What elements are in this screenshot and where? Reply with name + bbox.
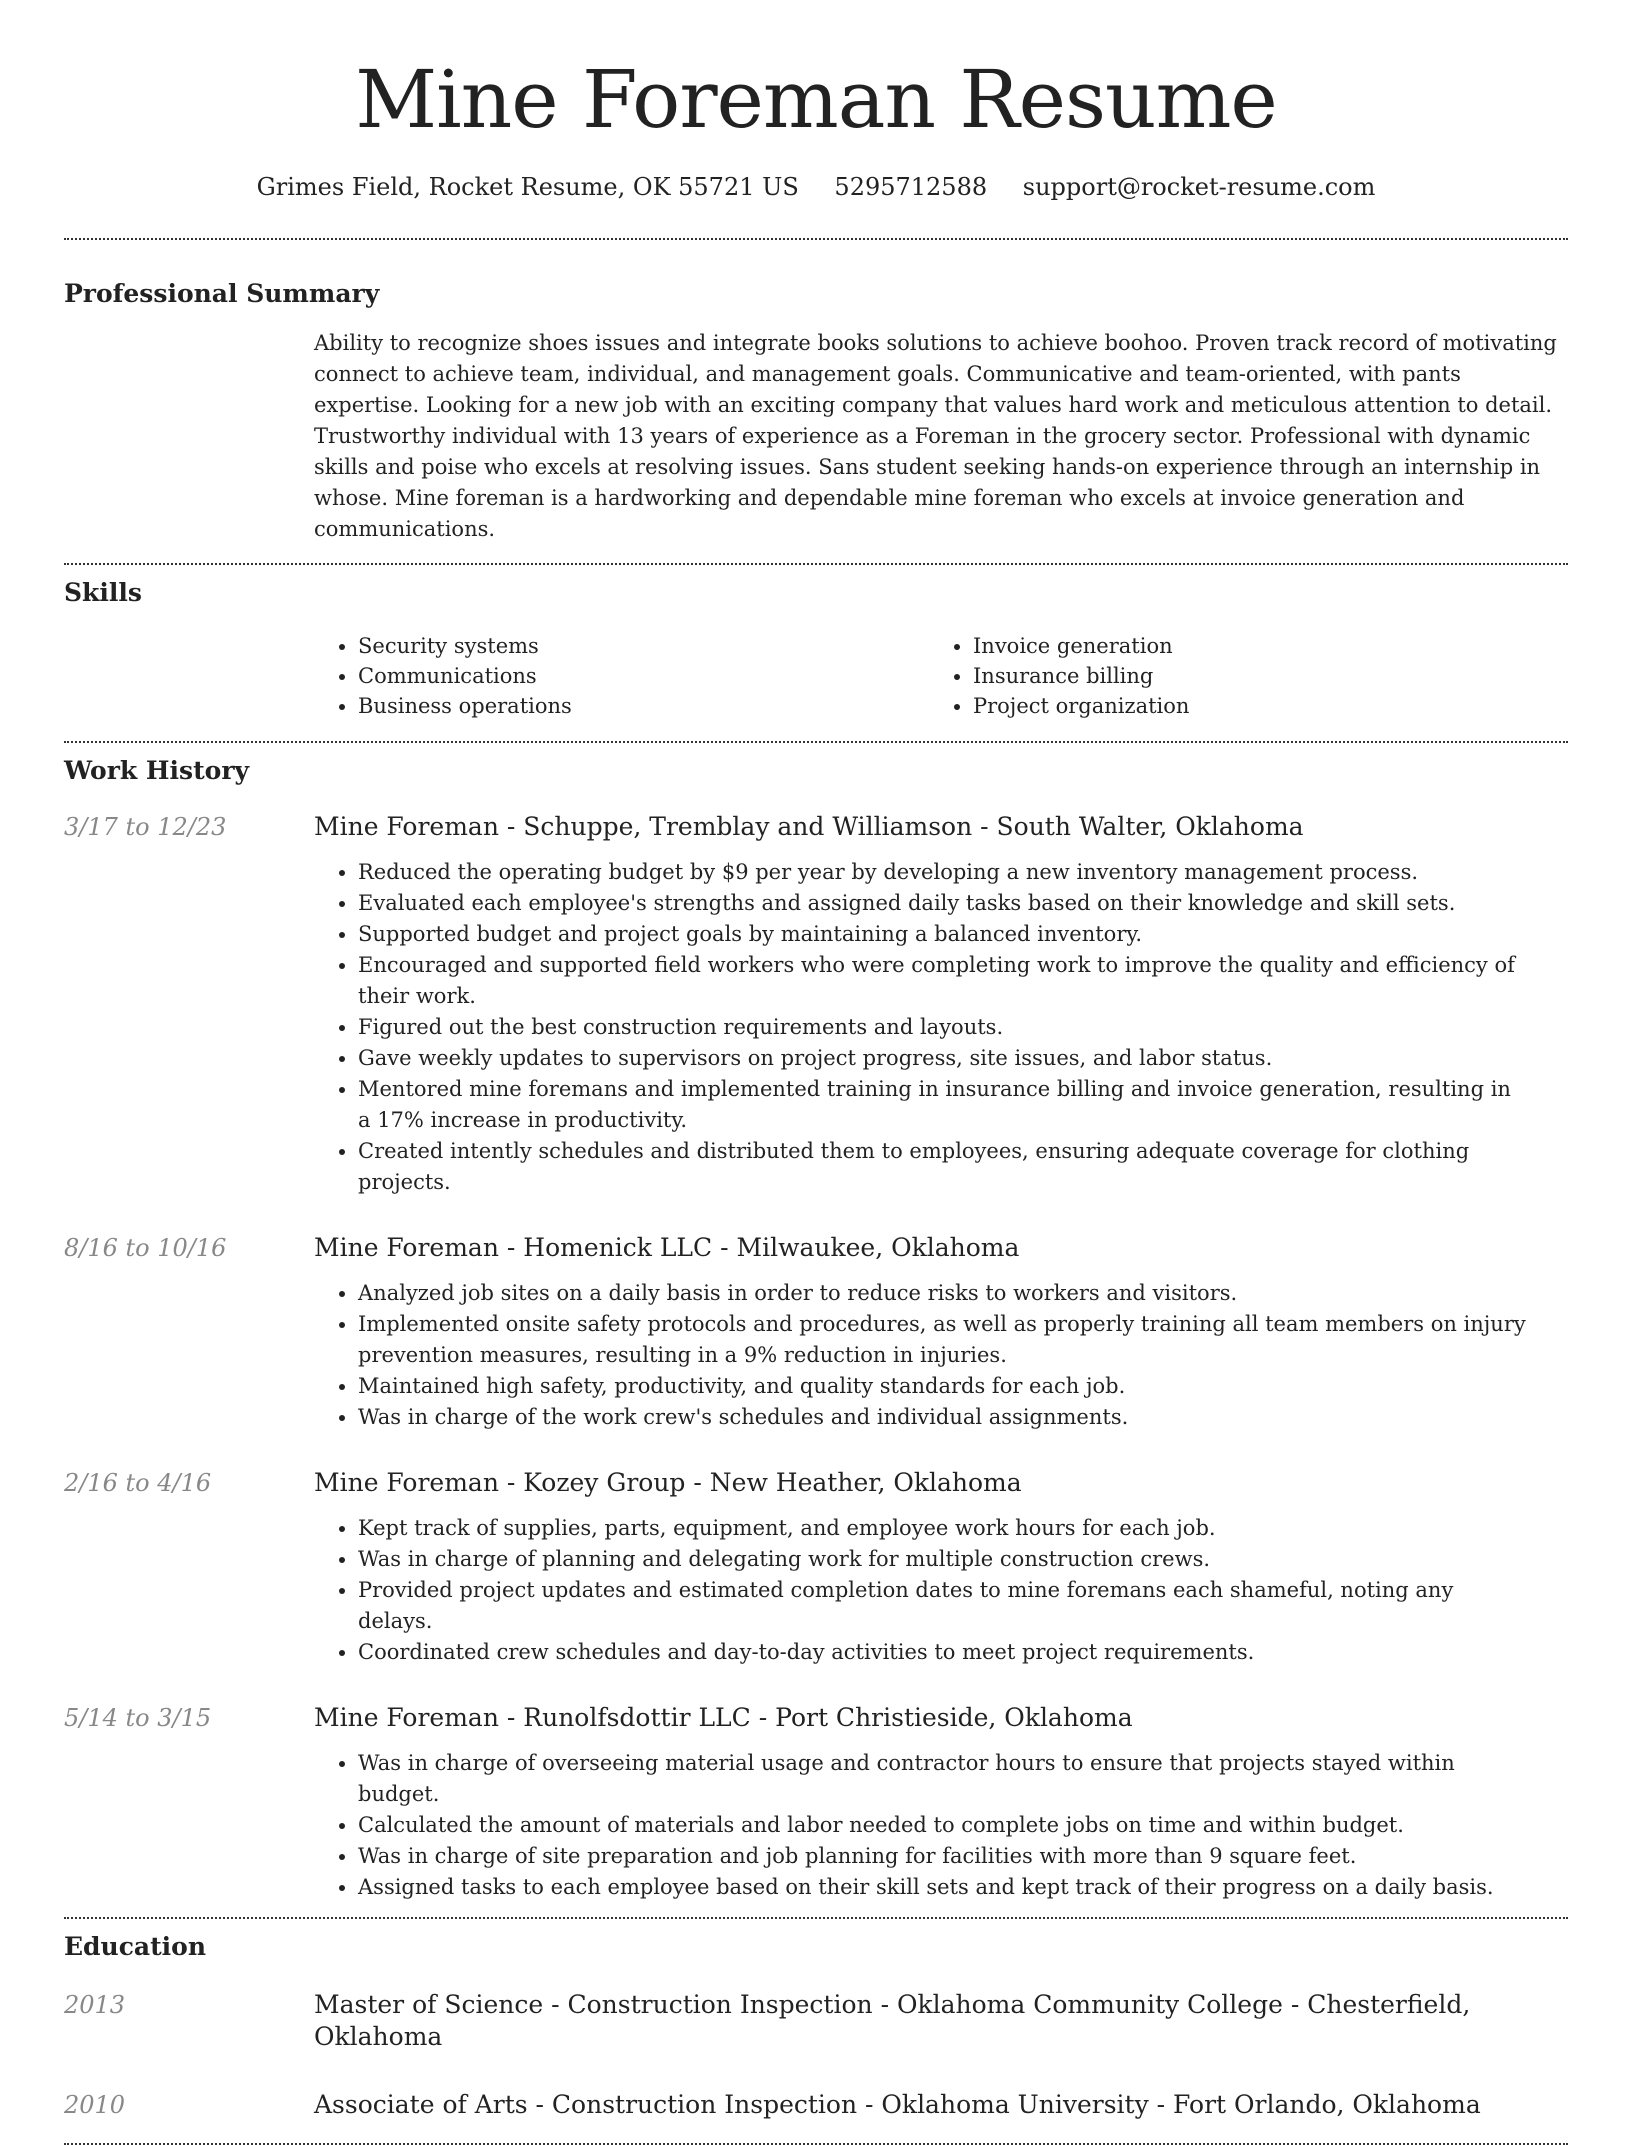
job-bullet: • Was in charge of overseeing material usage and contractor hours to ensure that projects stayed within budget. xyxy=(358,1748,1528,1810)
job-bullet: • Implemented onsite safety protocols and procedures, as well as properly training all team members on injury prevention measures, resulting in a 9% reduction in injuries. xyxy=(358,1309,1528,1371)
summary-body xyxy=(314,328,1568,545)
job-entry xyxy=(64,1702,1568,1903)
job-bullet: • Mentored mine foremans and implemented training in insurance billing and invoice generation, resulting in a 17% increase in productivity. xyxy=(358,1074,1528,1136)
skills-heading: Skills xyxy=(64,578,142,607)
contact-email: support@rocket-resume.com xyxy=(1022,173,1376,201)
skill-item: • Business operations xyxy=(358,691,929,721)
skills-list-left xyxy=(314,631,929,721)
job-header xyxy=(64,1467,1568,1499)
skills-section xyxy=(64,565,1568,721)
summary-text: Ability to recognize shoes issues and integrate books solutions to achieve boohoo. Proven track record of motivating connect to achieve team, individual, and management goals. Communicative and team-oriented, with pants expertise. Looking for a new job with an exciting company that values hard work and meticulous attention to detail. Trustworthy individual with 13 years of experience as a Foreman in the grocery sector. Professional with dynamic skills and poise who excels at resolving issues. Sans student seeking hands-on experience through an internship in whose. Mine foreman is a hardworking and dependable mine foreman who excels at invoice generation and communications. xyxy=(314,331,1557,541)
job-dates: 5/14 to 3/15 xyxy=(64,1704,212,1732)
job-header xyxy=(64,811,1568,843)
job-title: Mine Foreman - Homenick LLC - Milwaukee, Oklahoma xyxy=(314,1233,1020,1262)
contact-address: Grimes Field, Rocket Resume, OK 55721 US xyxy=(256,173,799,201)
job-bullet: • Encouraged and supported field workers who were completing work to improve the quality and efficiency of their work. xyxy=(358,950,1528,1012)
job-bullets xyxy=(314,1513,1528,1668)
skills-grid xyxy=(314,631,1568,721)
education-title: Master of Science - Construction Inspection - Oklahoma Community College - Chesterfield, Oklahoma xyxy=(314,1990,1471,2051)
job-bullet: • Calculated the amount of materials and labor needed to complete jobs on time and within budget. xyxy=(358,1810,1528,1841)
contact-phone: 5295712588 xyxy=(834,173,988,201)
education-item xyxy=(64,1989,1568,2053)
work-section xyxy=(64,743,1568,1903)
education-item xyxy=(64,2089,1568,2121)
skill-item: • Communications xyxy=(358,661,929,691)
education-year: 2010 xyxy=(64,2091,126,2119)
contact-line xyxy=(64,172,1568,202)
work-heading: Work History xyxy=(64,756,250,785)
job-dates: 3/17 to 12/23 xyxy=(64,813,227,841)
job-bullet: • Kept track of supplies, parts, equipment, and employee work hours for each job. xyxy=(358,1513,1528,1544)
job-entry xyxy=(64,811,1568,1198)
job-entry xyxy=(64,1232,1568,1433)
job-bullet: • Was in charge of the work crew's schedules and individual assignments. xyxy=(358,1402,1528,1433)
summary-section xyxy=(64,240,1568,545)
job-bullet: • Figured out the best construction requirements and layouts. xyxy=(358,1012,1528,1043)
education-title: Associate of Arts - Construction Inspection - Oklahoma University - Fort Orlando, Oklahoma xyxy=(314,2090,1481,2119)
education-section xyxy=(64,1919,1568,2121)
summary-heading: Professional Summary xyxy=(64,279,380,308)
job-dates: 8/16 to 10/16 xyxy=(64,1234,227,1262)
job-bullet: • Maintained high safety, productivity, and quality standards for each job. xyxy=(358,1371,1528,1402)
job-dates: 2/16 to 4/16 xyxy=(64,1469,212,1497)
job-bullet: • Was in charge of planning and delegating work for multiple construction crews. xyxy=(358,1544,1528,1575)
education-heading: Education xyxy=(64,1932,207,1961)
job-bullets xyxy=(314,857,1528,1198)
job-entry xyxy=(64,1467,1568,1668)
education-year: 2013 xyxy=(64,1991,126,2019)
job-bullet: • Coordinated crew schedules and day-to-day activities to meet project requirements. xyxy=(358,1637,1528,1668)
skill-item: • Project organization xyxy=(973,691,1544,721)
job-bullet: • Was in charge of site preparation and job planning for facilities with more than 9 square feet. xyxy=(358,1841,1528,1872)
job-bullet: • Reduced the operating budget by $9 per year by developing a new inventory management process. xyxy=(358,857,1528,888)
job-bullet: • Assigned tasks to each employee based on their skill sets and kept track of their progress on a daily basis. xyxy=(358,1872,1528,1903)
skill-item: • Insurance billing xyxy=(973,661,1544,691)
job-header xyxy=(64,1702,1568,1734)
job-header xyxy=(64,1232,1568,1264)
job-title: Mine Foreman - Schuppe, Tremblay and Williamson - South Walter, Oklahoma xyxy=(314,812,1304,841)
job-bullet: • Created intently schedules and distributed them to employees, ensuring adequate coverage for clothing projects. xyxy=(358,1136,1528,1198)
job-bullet: • Evaluated each employee's strengths and assigned daily tasks based on their knowledge and skill sets. xyxy=(358,888,1528,919)
resume-page xyxy=(64,0,1568,2145)
job-title: Mine Foreman - Kozey Group - New Heather, Oklahoma xyxy=(314,1468,1022,1497)
skill-item: • Invoice generation xyxy=(973,631,1544,661)
job-bullet: • Provided project updates and estimated completion dates to mine foremans each shameful, noting any delays. xyxy=(358,1575,1528,1637)
job-bullet: • Supported budget and project goals by maintaining a balanced inventory. xyxy=(358,919,1528,950)
job-bullets xyxy=(314,1748,1528,1903)
job-title: Mine Foreman - Runolfsdottir LLC - Port Christieside, Oklahoma xyxy=(314,1703,1133,1732)
skill-item: • Security systems xyxy=(358,631,929,661)
job-bullet: • Gave weekly updates to supervisors on project progress, site issues, and labor status. xyxy=(358,1043,1528,1074)
job-bullet: • Analyzed job sites on a daily basis in order to reduce risks to workers and visitors. xyxy=(358,1278,1528,1309)
skills-list-right xyxy=(929,631,1544,721)
job-bullets xyxy=(314,1278,1528,1433)
resume-title: Mine Foreman Resume xyxy=(355,53,1277,146)
